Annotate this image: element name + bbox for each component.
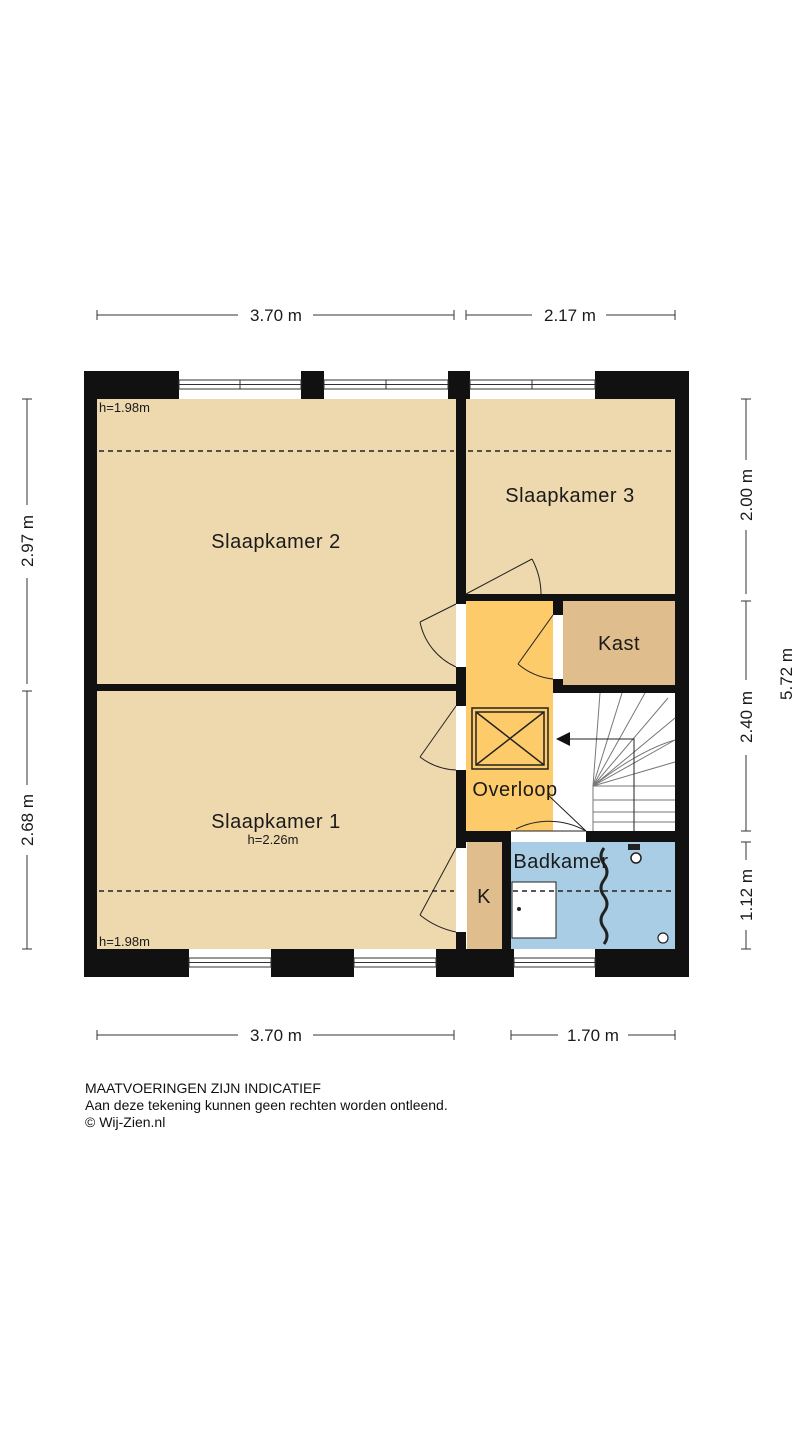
label-overloop: Overloop <box>472 779 558 801</box>
dim-right-lower: 1.12 m <box>737 869 756 921</box>
dim-right-middle: 2.40 m <box>737 691 756 743</box>
disclaimer-text: Aan deze tekening kunnen geen rechten worden ontleend. <box>85 1097 448 1113</box>
label-badkamer: Badkamer <box>513 851 609 873</box>
label-slaapkamer-2: Slaapkamer 2 <box>211 531 341 553</box>
label-k: K <box>477 886 491 908</box>
dim-top-right: 2.17 m <box>544 306 596 325</box>
label-slaapkamer-1: Slaapkamer 1 <box>211 811 341 833</box>
label-kast: Kast <box>597 633 641 655</box>
label-slaapkamer-3: Slaapkamer 3 <box>505 485 635 507</box>
dim-bottom-left: 3.70 m <box>250 1026 302 1045</box>
disclaimer-title: MAATVOERINGEN ZIJN INDICATIEF <box>85 1080 321 1096</box>
dim-bottom-right: 1.70 m <box>567 1026 619 1045</box>
height-slaapkamer-1: h=2.26m <box>247 832 299 847</box>
height-top-left: h=1.98m <box>99 400 150 415</box>
dim-right-total: 5.72 m <box>777 648 796 700</box>
dim-right-upper: 2.00 m <box>737 469 756 521</box>
height-bottom-left: h=1.98m <box>99 934 150 949</box>
dim-top-left: 3.70 m <box>250 306 302 325</box>
disclaimer-notes <box>85 1080 448 1131</box>
copyright-text: © Wij-Zien.nl <box>85 1114 166 1130</box>
dim-left-lower: 2.68 m <box>18 794 37 846</box>
drain-icon <box>658 933 668 943</box>
dim-left-upper: 2.97 m <box>18 515 37 567</box>
